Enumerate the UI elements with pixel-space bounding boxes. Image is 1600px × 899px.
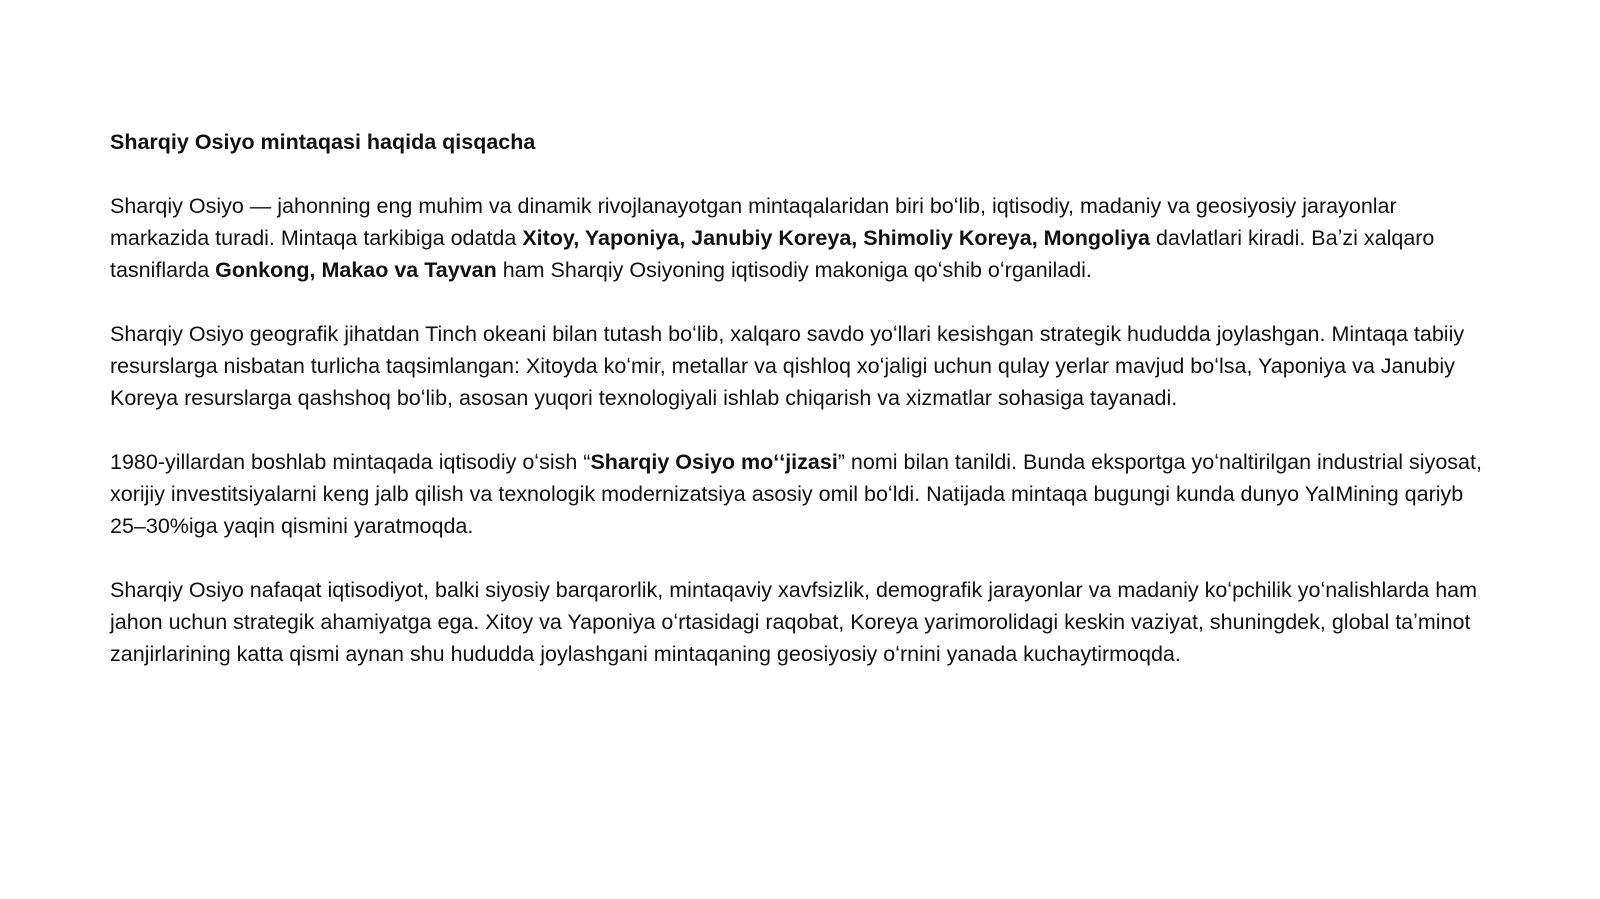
paragraph-3-text-c: ” nomi bilan tanildi. Bunda eksportga yoʻnaltirilgan industrial siyosat, xorijiy investitsiyalarni keng jalb qilish va texnologik modernizatsiya asosiy omil boʻldi. Natijada mintaqa bugungi kunda dunyo YaIMining qariyb 25–30%iga yaqin qismini yaratmoqda.: [110, 450, 1482, 538]
paragraph-1-territories: Gonkong, Makao va Tayvan: [215, 258, 497, 282]
paragraph-1-text-a: Sharqiy Osiyo — jahonning eng muhim va dinamik rivojlanayotgan mintaqalaridan biri boʻlib, iqtisodiy, madaniy va geosiyosiy jarayonlar markazida turadi. Mintaqa tarkibiga odatda: [110, 194, 1397, 250]
paragraph-3-text-a: 1980-yillardan boshlab mintaqada iqtisodiy oʻsish “: [110, 450, 591, 474]
paragraph-2: Sharqiy Osiyo geografik jihatdan Tinch okeani bilan tutash boʻlib, xalqaro savdo yoʻllari kesishgan strategik hududda joylashgan. Mintaqa tabiiy resurslarga nisbatan turlicha taqsimlangan: Xitoyda koʻmir, metallar va qishloq xoʻjaligi uchun qulay yerlar mavjud boʻlsa, Yaponiya va Janubiy Koreya resurslarga qashshoq boʻlib, asosan yuqori texnologiyali ishlab chiqarish va xizmatlar sohasiga tayanadi.: [110, 322, 1465, 410]
text-body: [110, 126, 1490, 702]
paragraph-3: [110, 446, 1490, 542]
paragraph-1-countries: Xitoy, Yaponiya, Janubiy Koreya, Shimoliy Koreya, Mongoliya: [522, 226, 1150, 250]
paragraph-1-text-c: davlatlari kiradi. Baʼzi xalqaro tasniflarda: [110, 226, 1435, 282]
paragraph-3-miracle-term: Sharqiy Osiyo moʻʻjizasi: [590, 450, 838, 474]
document-title: Sharqiy Osiyo mintaqasi haqida qisqacha: [110, 130, 536, 154]
paragraph-1: [110, 190, 1490, 286]
paragraph-4: Sharqiy Osiyo nafaqat iqtisodiyot, balki siyosiy barqarorlik, mintaqaviy xavfsizlik, demografik jarayonlar va madaniy koʻpchilik yoʻnalishlarda ham jahon uchun strategik ahamiyatga ega. Xitoy va Yaponiya oʻrtasidagi raqobat, Koreya yarimorolidagi keskin vaziyat, shuningdek, global taʼminot zanjirlarining katta qismi aynan shu hududda joylashgani mintaqaning geosiyosiy oʻrnini yanada kuchaytirmoqda.: [110, 578, 1478, 666]
paragraph-1-text-e: ham Sharqiy Osiyoning iqtisodiy makoniga qoʻshib oʻrganiladi.: [496, 258, 1092, 282]
